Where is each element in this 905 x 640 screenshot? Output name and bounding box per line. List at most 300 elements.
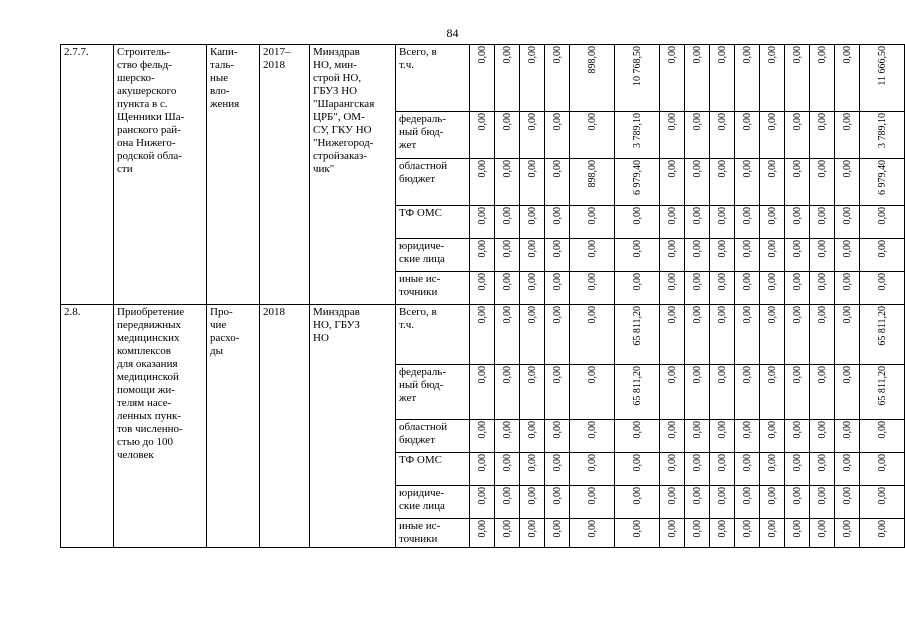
funding-source: юридиче- ские лица (396, 486, 470, 519)
amount-cell (470, 45, 495, 112)
amount-cell (520, 159, 545, 206)
amount-cell (760, 420, 785, 453)
funding-source: юридиче- ские лица (396, 239, 470, 272)
amount-value: 0,00 (526, 273, 538, 291)
amount-cell (810, 45, 835, 112)
amount-value: 0,00 (791, 160, 803, 178)
amount-cell (810, 453, 835, 486)
amount-cell (785, 519, 810, 548)
amount-value: 0,00 (551, 113, 563, 131)
amount-cell (520, 112, 545, 159)
amount-value: 0,00 (841, 487, 853, 505)
amount-cell (810, 159, 835, 206)
amount-value: 0,00 (716, 366, 728, 384)
amount-value: 0,00 (666, 366, 678, 384)
amount-value: 0,00 (476, 306, 488, 324)
amount-value: 0,00 (716, 306, 728, 324)
amount-cell (615, 486, 660, 519)
amount-cell (470, 206, 495, 239)
amount-cell (660, 159, 685, 206)
amount-cell (520, 239, 545, 272)
amount-cell (545, 519, 570, 548)
amount-value: 0,00 (791, 207, 803, 225)
amount-cell (810, 486, 835, 519)
section-cost-type: Капи- таль- ные вло- жения (207, 45, 260, 305)
amount-value: 6 979,40 (876, 160, 888, 195)
amount-cell (710, 453, 735, 486)
amount-cell (735, 420, 760, 453)
amount-cell (685, 453, 710, 486)
amount-value: 0,00 (741, 273, 753, 291)
table-row (61, 45, 905, 112)
amount-value: 0,00 (741, 454, 753, 472)
amount-cell (495, 486, 520, 519)
amount-cell (710, 420, 735, 453)
amount-value: 0,00 (691, 273, 703, 291)
amount-value: 0,00 (631, 421, 643, 439)
amount-value: 0,00 (501, 113, 513, 131)
budget-table (60, 44, 905, 548)
amount-cell (660, 453, 685, 486)
amount-cell (570, 453, 615, 486)
amount-value: 0,00 (841, 207, 853, 225)
amount-cell (495, 45, 520, 112)
amount-value: 0,00 (876, 520, 888, 538)
amount-cell (760, 159, 785, 206)
amount-value: 0,00 (766, 207, 778, 225)
amount-value: 0,00 (666, 207, 678, 225)
amount-cell (785, 159, 810, 206)
amount-value: 0,00 (716, 520, 728, 538)
amount-cell (660, 272, 685, 305)
amount-value: 0,00 (766, 487, 778, 505)
amount-cell (835, 305, 860, 365)
amount-cell (470, 420, 495, 453)
amount-cell (735, 453, 760, 486)
funding-source: федераль- ный бюд- жет (396, 112, 470, 159)
amount-cell (760, 519, 785, 548)
amount-value: 0,00 (741, 240, 753, 258)
amount-cell (470, 519, 495, 548)
amount-cell (615, 112, 660, 159)
amount-value: 0,00 (766, 306, 778, 324)
amount-value: 10 768,50 (631, 46, 643, 86)
amount-value: 0,00 (841, 454, 853, 472)
amount-value: 0,00 (816, 366, 828, 384)
amount-value: 0,00 (876, 487, 888, 505)
amount-cell (735, 112, 760, 159)
amount-value: 0,00 (791, 113, 803, 131)
amount-value: 0,00 (501, 421, 513, 439)
amount-value: 0,00 (526, 46, 538, 64)
amount-value: 0,00 (841, 240, 853, 258)
amount-value: 0,00 (501, 520, 513, 538)
amount-cell (710, 159, 735, 206)
amount-cell (860, 486, 905, 519)
amount-cell (520, 420, 545, 453)
amount-value: 0,00 (476, 421, 488, 439)
amount-value: 0,00 (526, 421, 538, 439)
amount-value: 0,00 (476, 520, 488, 538)
amount-cell (570, 519, 615, 548)
page-number: 84 (446, 26, 459, 40)
amount-cell (520, 272, 545, 305)
amount-cell (660, 486, 685, 519)
amount-value: 0,00 (841, 273, 853, 291)
amount-value: 0,00 (526, 366, 538, 384)
amount-value: 0,00 (716, 454, 728, 472)
section-code: 2.8. (61, 305, 114, 548)
amount-cell (545, 420, 570, 453)
amount-value: 0,00 (791, 366, 803, 384)
amount-value: 0,00 (631, 520, 643, 538)
amount-value: 0,00 (526, 160, 538, 178)
amount-cell (570, 272, 615, 305)
amount-cell (685, 420, 710, 453)
amount-value: 0,00 (791, 240, 803, 258)
amount-cell (520, 45, 545, 112)
amount-cell (860, 420, 905, 453)
amount-value: 0,00 (766, 421, 778, 439)
amount-cell (860, 365, 905, 420)
amount-value: 0,00 (791, 421, 803, 439)
amount-value: 0,00 (666, 46, 678, 64)
amount-value: 0,00 (526, 454, 538, 472)
amount-value: 0,00 (876, 421, 888, 439)
amount-value: 0,00 (586, 366, 598, 384)
funding-source: иные ис- точники (396, 272, 470, 305)
amount-cell (685, 272, 710, 305)
amount-value: 0,00 (741, 520, 753, 538)
amount-value: 6 979,40 (631, 160, 643, 195)
amount-cell (835, 206, 860, 239)
amount-value: 0,00 (476, 366, 488, 384)
amount-cell (735, 159, 760, 206)
amount-value: 65 811,20 (876, 366, 888, 406)
amount-cell (710, 112, 735, 159)
amount-value: 0,00 (551, 240, 563, 258)
amount-cell (570, 45, 615, 112)
amount-cell (860, 272, 905, 305)
amount-value: 0,00 (816, 273, 828, 291)
amount-cell (545, 45, 570, 112)
amount-value: 0,00 (766, 160, 778, 178)
funding-source: областной бюджет (396, 420, 470, 453)
amount-value: 0,00 (631, 454, 643, 472)
amount-cell (545, 239, 570, 272)
amount-value: 0,00 (716, 421, 728, 439)
amount-cell (685, 112, 710, 159)
amount-cell (685, 305, 710, 365)
amount-cell (735, 365, 760, 420)
amount-value: 0,00 (586, 520, 598, 538)
amount-cell (545, 305, 570, 365)
amount-cell (470, 272, 495, 305)
amount-value: 0,00 (691, 113, 703, 131)
amount-value: 0,00 (586, 487, 598, 505)
amount-value: 0,00 (741, 113, 753, 131)
amount-cell (615, 272, 660, 305)
amount-cell (810, 420, 835, 453)
amount-value: 0,00 (766, 520, 778, 538)
amount-value: 0,00 (791, 454, 803, 472)
amount-cell (660, 519, 685, 548)
section-cost-type: Про- чие расхо- ды (207, 305, 260, 548)
amount-value: 0,00 (816, 113, 828, 131)
amount-cell (785, 272, 810, 305)
amount-cell (495, 420, 520, 453)
amount-value: 0,00 (876, 273, 888, 291)
amount-value: 0,00 (631, 207, 643, 225)
amount-cell (685, 159, 710, 206)
amount-cell (615, 365, 660, 420)
amount-cell (685, 206, 710, 239)
amount-value: 0,00 (666, 273, 678, 291)
amount-cell (660, 420, 685, 453)
amount-cell (495, 159, 520, 206)
amount-cell (570, 305, 615, 365)
amount-cell (760, 206, 785, 239)
amount-value: 0,00 (551, 46, 563, 64)
amount-value: 0,00 (526, 207, 538, 225)
amount-cell (495, 305, 520, 365)
amount-cell (685, 239, 710, 272)
amount-value: 0,00 (476, 160, 488, 178)
amount-cell (570, 420, 615, 453)
amount-value: 0,00 (691, 306, 703, 324)
section-name: Приобретение передвижных медицинских комплексов для оказания медицинской помощи жи- телям насе- ленных пунк- тов численно- стью до 100 человек (114, 305, 207, 548)
amount-cell (735, 272, 760, 305)
amount-value: 0,00 (501, 306, 513, 324)
amount-value: 0,00 (586, 113, 598, 131)
amount-value: 0,00 (551, 421, 563, 439)
amount-value: 0,00 (551, 160, 563, 178)
amount-value: 0,00 (741, 366, 753, 384)
amount-value: 0,00 (551, 306, 563, 324)
amount-value: 0,00 (501, 240, 513, 258)
amount-value: 0,00 (766, 273, 778, 291)
amount-value: 0,00 (666, 306, 678, 324)
amount-cell (835, 239, 860, 272)
amount-value: 898,00 (586, 160, 598, 188)
amount-value: 0,00 (586, 240, 598, 258)
amount-value: 0,00 (476, 240, 488, 258)
section-executor: Минздрав НО, мин- строй НО, ГБУЗ НО "Шарангская ЦРБ", ОМ- СУ, ГКУ НО "Нижегород- стройзаказ- чик" (310, 45, 396, 305)
amount-value: 0,00 (716, 487, 728, 505)
amount-cell (835, 453, 860, 486)
amount-value: 0,00 (691, 207, 703, 225)
amount-value: 0,00 (666, 520, 678, 538)
amount-cell (545, 159, 570, 206)
section-name: Строитель- ство фельд- шерско- акушерского пункта в с. Щенники Ша- ранского рай- она Нижего- родской обла- сти (114, 45, 207, 305)
amount-value: 0,00 (841, 306, 853, 324)
amount-value: 0,00 (501, 273, 513, 291)
amount-cell (685, 519, 710, 548)
amount-cell (710, 365, 735, 420)
amount-cell (835, 112, 860, 159)
amount-value: 0,00 (551, 273, 563, 291)
amount-value: 0,00 (816, 306, 828, 324)
amount-value: 0,00 (841, 113, 853, 131)
amount-cell (685, 486, 710, 519)
amount-cell (570, 112, 615, 159)
amount-cell (810, 239, 835, 272)
amount-value: 0,00 (551, 366, 563, 384)
amount-value: 0,00 (876, 240, 888, 258)
amount-value: 0,00 (841, 421, 853, 439)
amount-value: 0,00 (816, 46, 828, 64)
amount-value: 0,00 (766, 46, 778, 64)
amount-value: 65 811,20 (876, 306, 888, 346)
amount-value: 0,00 (716, 113, 728, 131)
amount-cell (710, 486, 735, 519)
amount-value: 0,00 (741, 421, 753, 439)
amount-cell (785, 305, 810, 365)
section-code: 2.7.7. (61, 45, 114, 305)
amount-value: 0,00 (791, 46, 803, 64)
amount-cell (495, 112, 520, 159)
amount-value: 0,00 (816, 207, 828, 225)
funding-source: Всего, в т.ч. (396, 45, 470, 112)
amount-value: 0,00 (766, 454, 778, 472)
amount-value: 11 666,50 (876, 46, 888, 86)
amount-cell (860, 206, 905, 239)
amount-value: 0,00 (766, 366, 778, 384)
amount-cell (685, 365, 710, 420)
amount-cell (735, 206, 760, 239)
amount-value: 0,00 (501, 454, 513, 472)
amount-value: 0,00 (691, 520, 703, 538)
amount-value: 0,00 (691, 366, 703, 384)
amount-value: 0,00 (741, 46, 753, 64)
table-row (61, 305, 905, 365)
amount-cell (660, 45, 685, 112)
amount-cell (735, 45, 760, 112)
amount-cell (470, 239, 495, 272)
amount-cell (785, 486, 810, 519)
amount-cell (520, 519, 545, 548)
amount-value: 0,00 (841, 366, 853, 384)
amount-value: 0,00 (691, 487, 703, 505)
amount-cell (810, 206, 835, 239)
amount-value: 0,00 (526, 240, 538, 258)
amount-cell (660, 112, 685, 159)
amount-value: 0,00 (476, 487, 488, 505)
amount-value: 3 789,10 (876, 113, 888, 148)
amount-cell (495, 206, 520, 239)
amount-cell (520, 486, 545, 519)
amount-cell (545, 272, 570, 305)
amount-cell (545, 112, 570, 159)
amount-cell (860, 45, 905, 112)
amount-cell (860, 159, 905, 206)
amount-cell (760, 365, 785, 420)
amount-cell (615, 305, 660, 365)
amount-cell (810, 519, 835, 548)
amount-value: 0,00 (586, 273, 598, 291)
amount-value: 0,00 (876, 454, 888, 472)
amount-cell (470, 365, 495, 420)
amount-value: 0,00 (501, 160, 513, 178)
amount-value: 0,00 (841, 520, 853, 538)
amount-cell (710, 305, 735, 365)
amount-value: 0,00 (766, 113, 778, 131)
amount-cell (785, 206, 810, 239)
amount-value: 0,00 (741, 487, 753, 505)
amount-cell (470, 453, 495, 486)
amount-cell (810, 272, 835, 305)
amount-cell (835, 420, 860, 453)
amount-cell (785, 365, 810, 420)
amount-cell (735, 239, 760, 272)
amount-value: 0,00 (666, 160, 678, 178)
amount-value: 0,00 (631, 487, 643, 505)
amount-value: 0,00 (741, 306, 753, 324)
amount-value: 0,00 (586, 421, 598, 439)
amount-cell (785, 239, 810, 272)
amount-value: 0,00 (716, 46, 728, 64)
amount-cell (615, 453, 660, 486)
amount-cell (495, 453, 520, 486)
amount-cell (860, 519, 905, 548)
amount-cell (660, 305, 685, 365)
amount-cell (615, 519, 660, 548)
amount-cell (810, 112, 835, 159)
amount-value: 0,00 (586, 454, 598, 472)
amount-value: 0,00 (666, 240, 678, 258)
amount-value: 0,00 (691, 421, 703, 439)
amount-cell (710, 519, 735, 548)
amount-cell (835, 519, 860, 548)
funding-source: иные ис- точники (396, 519, 470, 548)
amount-cell (860, 453, 905, 486)
amount-value: 0,00 (816, 520, 828, 538)
amount-cell (735, 305, 760, 365)
amount-value: 0,00 (501, 366, 513, 384)
amount-value: 0,00 (816, 160, 828, 178)
amount-value: 0,00 (716, 160, 728, 178)
amount-value: 0,00 (841, 46, 853, 64)
amount-value: 0,00 (791, 520, 803, 538)
amount-cell (785, 45, 810, 112)
funding-source: областной бюджет (396, 159, 470, 206)
amount-cell (615, 45, 660, 112)
amount-value: 0,00 (526, 113, 538, 131)
amount-value: 0,00 (526, 520, 538, 538)
amount-value: 65 811,20 (631, 366, 643, 406)
amount-value: 0,00 (501, 487, 513, 505)
funding-source: Всего, в т.ч. (396, 305, 470, 365)
amount-value: 0,00 (476, 454, 488, 472)
amount-value: 0,00 (476, 207, 488, 225)
amount-value: 0,00 (666, 487, 678, 505)
amount-cell (495, 272, 520, 305)
amount-value: 0,00 (551, 207, 563, 225)
amount-cell (760, 453, 785, 486)
amount-cell (835, 486, 860, 519)
funding-source: ТФ ОМС (396, 453, 470, 486)
amount-value: 0,00 (791, 273, 803, 291)
amount-value: 0,00 (741, 160, 753, 178)
amount-cell (710, 45, 735, 112)
amount-cell (760, 45, 785, 112)
amount-cell (760, 486, 785, 519)
amount-value: 0,00 (666, 421, 678, 439)
amount-cell (470, 486, 495, 519)
amount-value: 0,00 (476, 113, 488, 131)
amount-cell (545, 365, 570, 420)
amount-cell (760, 112, 785, 159)
